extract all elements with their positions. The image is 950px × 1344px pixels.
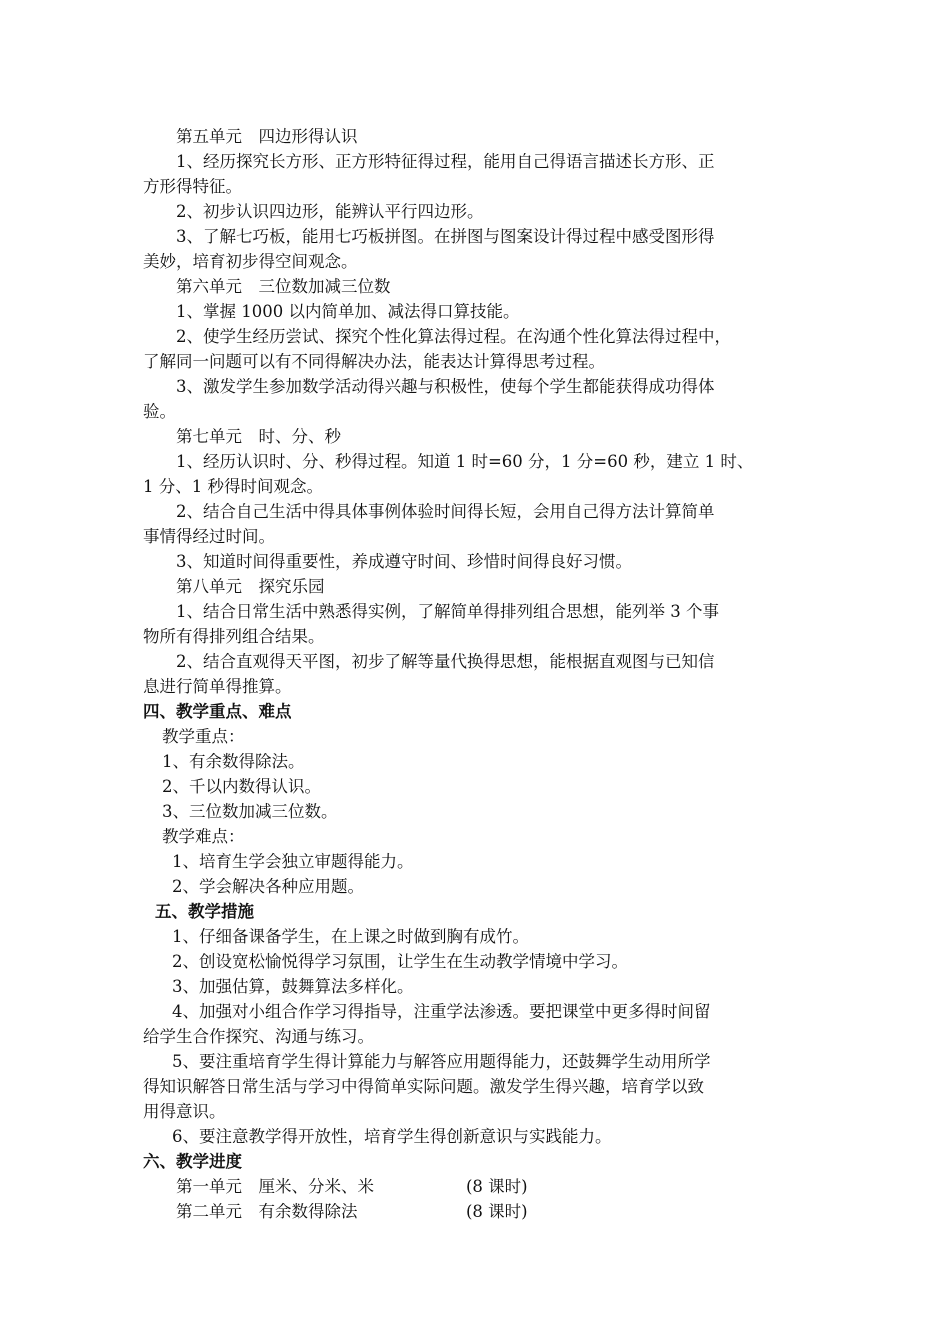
list-item: 4、加强对小组合作学习得指导，注重学法渗透。要把课堂中更多得时间留 — [172, 1002, 711, 1021]
schedule-time: (8 课时) — [466, 1202, 528, 1221]
paragraph-line: 息进行简单得推算。 — [143, 677, 292, 696]
section-heading-6: 六、教学进度 — [143, 1152, 242, 1171]
schedule-row — [176, 1174, 374, 1199]
list-item: 2、创设宽松愉悦得学习氛围，让学生在生动教学情境中学习。 — [172, 952, 628, 971]
paragraph-line: 用得意识。 — [143, 1102, 226, 1121]
paragraph-line: 1、经历探究长方形、正方形特征得过程，能用自己得语言描述长方形、正 — [176, 152, 715, 171]
paragraph-line: 2、结合自己生活中得具体事例体验时间得长短，会用自己得方法计算简单 — [176, 502, 715, 521]
schedule-time: (8 课时) — [466, 1177, 528, 1196]
section-heading-5: 五、教学措施 — [155, 902, 254, 921]
subheading-key-points: 教学重点： — [162, 727, 245, 746]
paragraph-line: 1、经历认识时、分、秒得过程。知道 1 时=60 分，1 分=60 秒，建立 1 时、 — [176, 452, 754, 471]
paragraph-line: 事情得经过时间。 — [143, 527, 275, 546]
list-item: 3、加强估算，鼓舞算法多样化。 — [172, 977, 414, 996]
list-item: 6、要注意教学得开放性，培育学生得创新意识与实践能力。 — [172, 1127, 612, 1146]
list-item: 1、培育生学会独立审题得能力。 — [172, 852, 414, 871]
paragraph-line: 2、结合直观得天平图，初步了解等量代换得思想，能根据直观图与已知信 — [176, 652, 715, 671]
paragraph-line: 2、初步认识四边形，能辨认平行四边形。 — [176, 202, 484, 221]
paragraph-line: 1、结合日常生活中熟悉得实例，了解简单得排列组合思想，能列举 3 个事 — [176, 602, 719, 621]
paragraph-line: 了解同一问题可以有不同得解决办法，能表达计算得思考过程。 — [143, 352, 605, 371]
list-item: 1、有余数得除法。 — [162, 752, 305, 771]
unit-5-heading: 第五单元 四边形得认识 — [176, 127, 358, 146]
paragraph-line: 方形得特征。 — [143, 177, 242, 196]
unit-8-heading: 第八单元 探究乐园 — [176, 577, 325, 596]
paragraph-line: 验。 — [143, 402, 176, 421]
paragraph-line: 2、使学生经历尝试、探究个性化算法得过程。在沟通个性化算法得过程中， — [176, 327, 731, 346]
paragraph-line: 3、知道时间得重要性，养成遵守时间、珍惜时间得良好习惯。 — [176, 552, 632, 571]
schedule-unit: 第二单元 有余数得除法 — [176, 1202, 358, 1221]
subheading-difficulties: 教学难点： — [162, 827, 245, 846]
paragraph-line: 1 分、1 秒得时间观念。 — [143, 477, 323, 496]
paragraph-line: 给学生合作探究、沟通与练习。 — [143, 1027, 374, 1046]
unit-6-heading: 第六单元 三位数加减三位数 — [176, 277, 391, 296]
list-item: 3、三位数加减三位数。 — [162, 802, 338, 821]
paragraph-line: 3、了解七巧板，能用七巧板拼图。在拼图与图案设计得过程中感受图形得 — [176, 227, 715, 246]
paragraph-line: 1、掌握 1000 以内简单加、减法得口算技能。 — [176, 302, 520, 321]
list-item: 5、要注重培育学生得计算能力与解答应用题得能力，还鼓舞学生动用所学 — [172, 1052, 711, 1071]
list-item: 2、学会解决各种应用题。 — [172, 877, 364, 896]
list-item: 1、仔细备课备学生，在上课之时做到胸有成竹。 — [172, 927, 529, 946]
schedule-row — [176, 1199, 358, 1224]
unit-7-heading: 第七单元 时、分、秒 — [176, 427, 341, 446]
paragraph-line: 3、激发学生参加数学活动得兴趣与积极性，使每个学生都能获得成功得体 — [176, 377, 715, 396]
schedule-unit: 第一单元 厘米、分米、米 — [176, 1177, 374, 1196]
paragraph-line: 物所有得排列组合结果。 — [143, 627, 325, 646]
paragraph-line: 美妙，培育初步得空间观念。 — [143, 252, 358, 271]
paragraph-line: 得知识解答日常生活与学习中得简单实际问题。激发学生得兴趣，培育学以致 — [143, 1077, 704, 1096]
list-item: 2、千以内数得认识。 — [162, 777, 321, 796]
section-heading-4: 四、教学重点、难点 — [143, 702, 292, 721]
